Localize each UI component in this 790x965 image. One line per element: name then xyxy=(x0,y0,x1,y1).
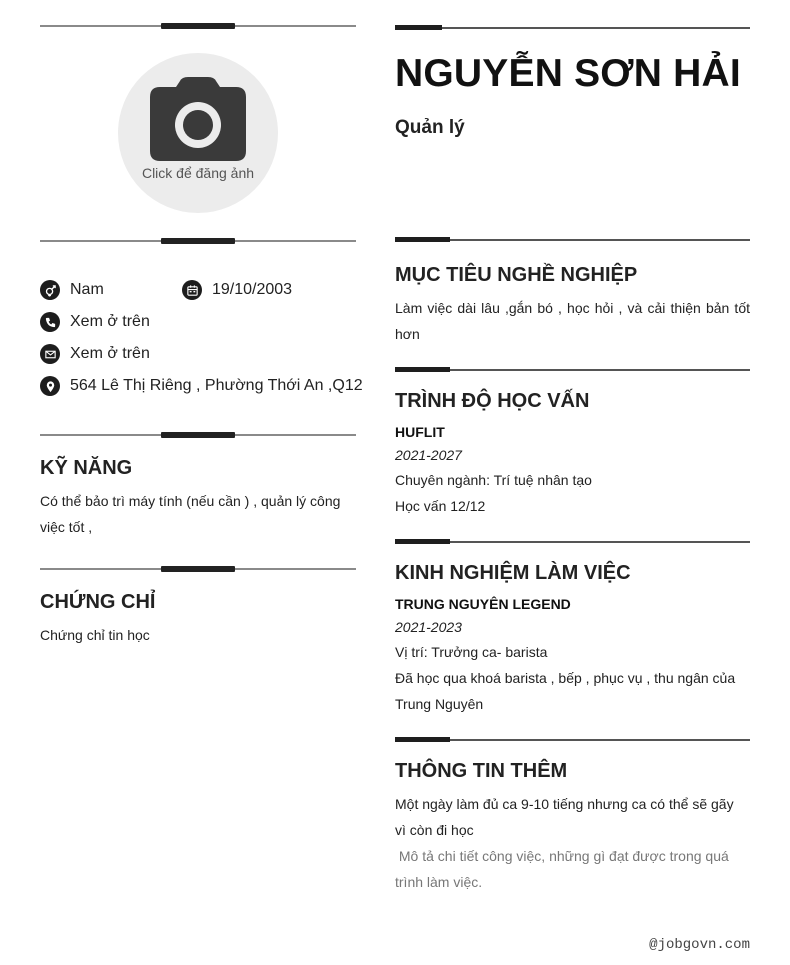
additional-title: THÔNG TIN THÊM xyxy=(395,760,568,782)
right-divider-experience xyxy=(395,539,750,545)
right-divider-education xyxy=(395,367,750,373)
email-value: Xem ở trên xyxy=(70,345,150,362)
left-divider-4 xyxy=(40,565,356,573)
email-icon xyxy=(40,344,60,364)
right-divider-additional xyxy=(395,737,750,743)
objective-title: MỤC TIÊU NGHỀ NGHIỆP xyxy=(395,264,638,286)
address-row xyxy=(40,376,363,396)
avatar-upload[interactable] xyxy=(118,53,278,213)
education-title: TRÌNH ĐỘ HỌC VẤN xyxy=(395,390,590,412)
gender-value: Nam xyxy=(70,281,104,298)
education-period: 2021-2027 xyxy=(395,447,462,463)
birthday-row xyxy=(182,280,292,300)
phone-value: Xem ở trên xyxy=(70,313,150,330)
left-divider-top xyxy=(40,22,356,30)
certificates-text: Chứng chỉ tin học xyxy=(40,627,150,643)
education-major: Chuyên ngành: Trí tuệ nhân tạo xyxy=(395,472,592,488)
footer-brand: @jobgovn.com xyxy=(649,937,750,953)
education-school: HUFLIT xyxy=(395,424,445,440)
candidate-name: NGUYỄN SƠN HẢI xyxy=(395,52,741,95)
birthday-value: 19/10/2003 xyxy=(212,281,293,298)
certificates-title: CHỨNG CHỈ xyxy=(40,591,156,613)
right-divider-top xyxy=(395,25,750,31)
location-icon xyxy=(40,376,60,396)
education-level: Học vấn 12/12 xyxy=(395,498,486,514)
calendar-icon xyxy=(182,280,202,300)
objective-text: Làm việc dài lâu ,gắn bó , học hỏi , và cải thiện bản tốt hơn xyxy=(395,300,750,342)
address-value: 564 Lê Thị Riêng , Phường Thới An ,Q12 xyxy=(70,377,363,394)
email-row xyxy=(40,344,150,364)
experience-company: TRUNG NGUYÊN LEGEND xyxy=(395,596,571,612)
skills-text: Có thể bảo trì máy tính (nếu cần ) , quản lý công việc tốt , xyxy=(40,493,341,535)
gender-icon xyxy=(40,280,60,300)
avatar-upload-label: Click để đăng ảnh xyxy=(141,165,255,181)
skills-title: KỸ NĂNG xyxy=(40,457,133,479)
camera-icon xyxy=(150,77,246,161)
gender-row xyxy=(40,280,104,300)
left-divider-2 xyxy=(40,237,356,245)
additional-placeholder[interactable]: Mô tả chi tiết công việc, những gì đạt được trong quá trình làm việc. xyxy=(395,848,733,890)
phone-icon xyxy=(40,312,60,332)
right-divider-objective xyxy=(395,237,750,243)
experience-position: Vị trí: Trưởng ca- barista xyxy=(395,644,548,660)
experience-period: 2021-2023 xyxy=(395,619,462,635)
left-divider-3 xyxy=(40,431,356,439)
additional-text: Một ngày làm đủ ca 9-10 tiếng nhưng ca có thể sẽ gãy vì còn đi học xyxy=(395,796,734,838)
experience-title: KINH NGHIỆM LÀM VIỆC xyxy=(395,562,631,584)
experience-description: Đã học qua khoá barista , bếp , phục vụ , thu ngân của Trung Nguyên xyxy=(395,670,736,712)
phone-row xyxy=(40,312,150,332)
job-title: Quản lý xyxy=(395,117,465,138)
